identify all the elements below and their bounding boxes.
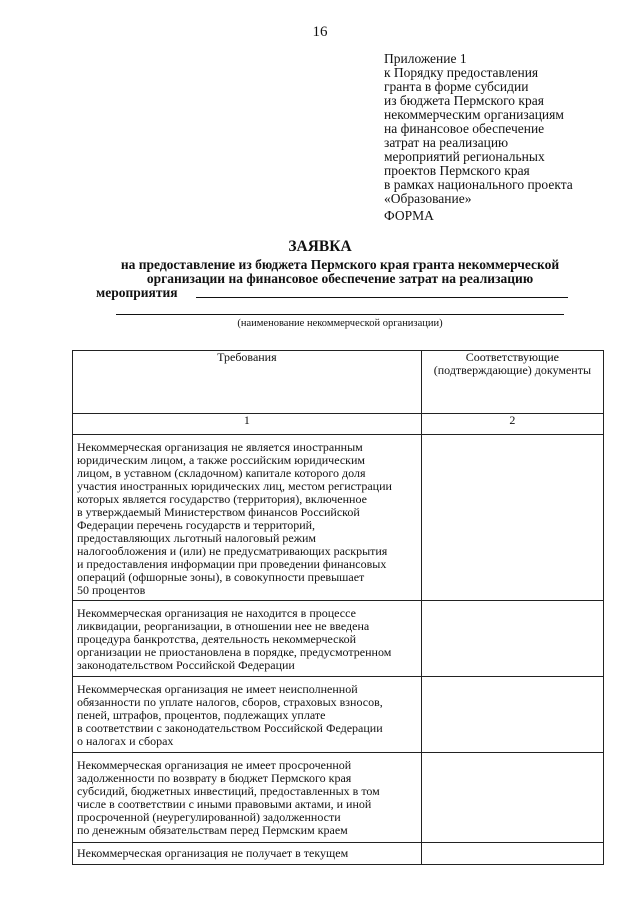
documents-cell [421, 435, 603, 601]
header-documents: Соответствующие (подтверждающие) документы [421, 351, 603, 414]
event-name-blank-line [196, 297, 568, 298]
subtitle-line-3: мероприятия [96, 285, 178, 300]
table-row [73, 601, 604, 677]
header-requirements: Требования [73, 351, 422, 414]
documents-cell [421, 677, 603, 753]
requirements-table [72, 350, 604, 865]
subtitle-line-1: на предоставление из бюджета Пермского края гранта некоммерческой [120, 257, 560, 272]
requirement-text: Некоммерческая организация не получает в текущем [77, 846, 349, 860]
column-number-1: 1 [73, 414, 422, 435]
document-subtitle [90, 258, 590, 300]
documents-cell [421, 843, 603, 865]
org-name-blank-line [116, 314, 564, 315]
table-row [73, 677, 604, 753]
table-row [73, 753, 604, 843]
documents-cell [421, 601, 603, 677]
table-header-row [73, 351, 604, 414]
requirement-text: Некоммерческая организация не имеет неисполненной обязанности по уплате налогов, сборов, страховых взносов, пеней, штрафов, процентов, подлежащих уплате в соответствии с законодательством Российской Федерации о налогах и сборах [77, 682, 383, 748]
table-row [73, 435, 604, 601]
requirement-text: Некоммерческая организация не является иностранным юридическим лицом, а также российским юридическим лицом, в уставном (складочном) капитале которого доля участия иностранных юридических лиц, местом регистрации которых является государство (территория), включенное в утверждаемый Министерством финансов Российской Федерации перечень государств и территорий, предоставляющих льготный налоговый режим налогообложения и (или) не предусматривающих раскрытия и предоставления информации при проведении финансовых операций (офшорные зоны), в совокупности превышает 50 процентов [77, 440, 392, 597]
table-row [73, 843, 604, 865]
document-title: ЗАЯВКА [288, 238, 352, 255]
column-number-2: 2 [421, 414, 603, 435]
page-number: 16 [312, 24, 328, 40]
form-label: ФОРМА [384, 208, 434, 223]
requirement-text: Некоммерческая организация не находится в процессе ликвидации, реорганизации, в отношении нее не введена процедура банкротства, деятельность некоммерческой организации не приостановлена в порядке, предусмотренном законодательством Российской Федерации [77, 606, 392, 672]
documents-cell [421, 753, 603, 843]
column-number-row [73, 414, 604, 435]
subtitle-line-2: организации на финансовое обеспечение затрат на реализацию [146, 271, 534, 286]
requirement-text: Некоммерческая организация не имеет просроченной задолженности по возврату в бюджет Пермского края субсидий, бюджетных инвестиций, предоставленных в том числе в соответствии с иными правовыми актами, и иной просроченной (неурегулированной) задолженности по денежным обязательствам перед Пермским краем [77, 758, 380, 837]
org-name-caption: (наименование некоммерческой организации) [237, 318, 443, 329]
appendix-note: Приложение 1 к Порядку предоставления гранта в форме субсидии из бюджета Пермского края некоммерческим организациям на финансовое обеспечение затрат на реализацию мероприятий региональных проектов Пермского края в рамках национального проекта «Образование» [384, 51, 573, 206]
